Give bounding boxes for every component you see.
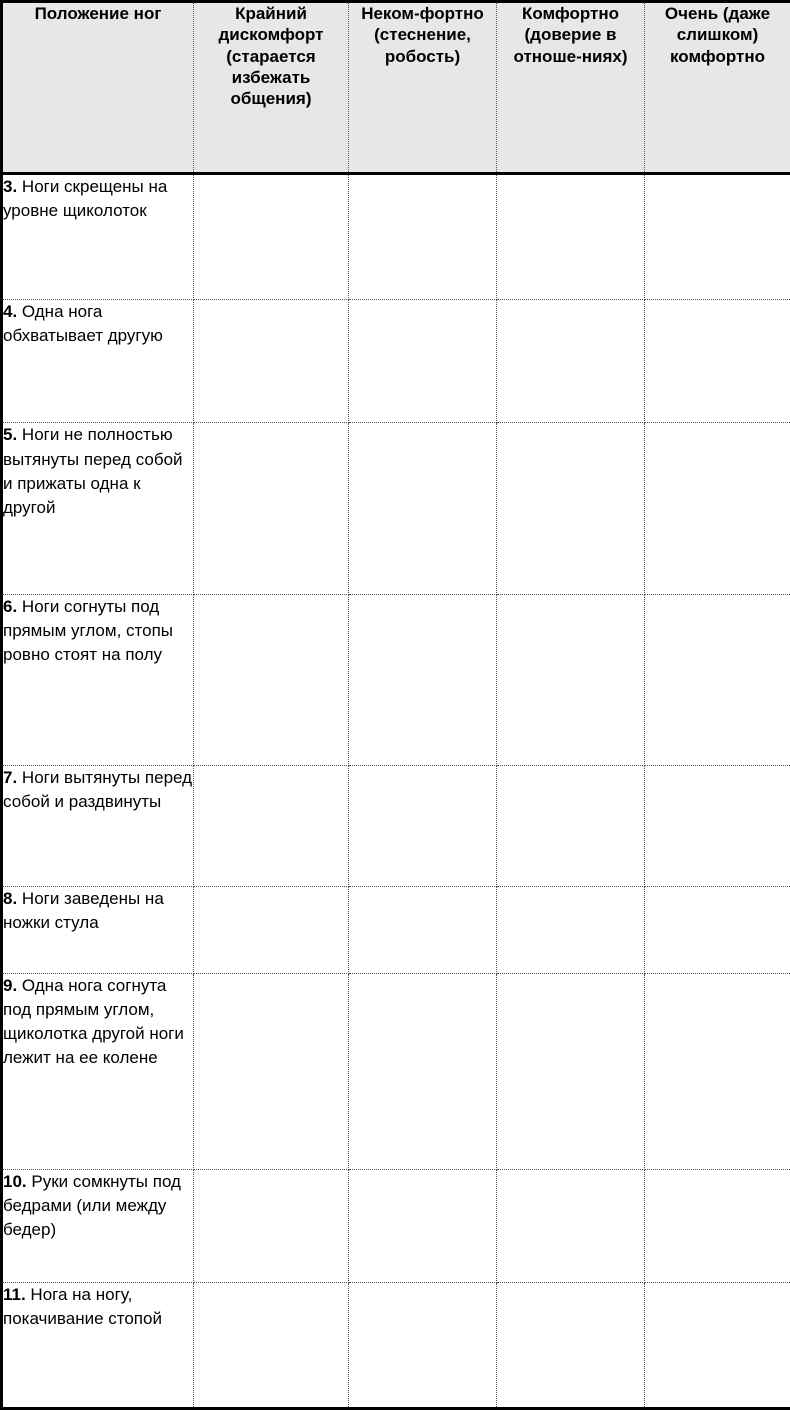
row-label-7: [2, 765, 194, 887]
cell-3-uncomfortable[interactable]: [349, 174, 497, 300]
row-text: Одна нога согнута под прямым углом, щиколотка другой ноги лежит на ее колене: [3, 975, 184, 1068]
row-text: Ноги согнуты под прямым углом, стопы ровно стоят на полу: [3, 596, 173, 664]
cell-4-comfortable[interactable]: [497, 299, 645, 423]
cell-10-extreme-discomfort[interactable]: [194, 1169, 349, 1282]
cell-9-very-comfortable[interactable]: [645, 973, 790, 1169]
cell-7-extreme-discomfort[interactable]: [194, 765, 349, 887]
cell-5-uncomfortable[interactable]: [349, 423, 497, 594]
row-label-8: [2, 887, 194, 974]
cell-3-extreme-discomfort[interactable]: [194, 174, 349, 300]
column-header-uncomfortable: Неком-фортно (стеснение, робость): [349, 2, 497, 174]
cell-8-very-comfortable[interactable]: [645, 887, 790, 974]
table-row: [2, 174, 790, 300]
row-label-9: [2, 973, 194, 1169]
table-row: [2, 594, 790, 765]
cell-9-comfortable[interactable]: [497, 973, 645, 1169]
row-label-4: [2, 299, 194, 423]
table-header-row: [2, 2, 790, 174]
cell-6-comfortable[interactable]: [497, 594, 645, 765]
table-row: [2, 423, 790, 594]
cell-11-very-comfortable[interactable]: [645, 1283, 790, 1409]
table-row: [2, 765, 790, 887]
table-header: [2, 2, 790, 174]
cell-8-uncomfortable[interactable]: [349, 887, 497, 974]
cell-11-uncomfortable[interactable]: [349, 1283, 497, 1409]
table-row: [2, 887, 790, 974]
row-text: Ноги вытянуты перед собой и раздвинуты: [3, 767, 193, 811]
cell-9-extreme-discomfort[interactable]: [194, 973, 349, 1169]
row-text: Ноги заведены на ножки стула: [3, 889, 164, 933]
cell-4-extreme-discomfort[interactable]: [194, 299, 349, 423]
column-header-comfortable: Комфортно (доверие в отноше-ниях): [497, 2, 645, 174]
cell-6-extreme-discomfort[interactable]: [194, 594, 349, 765]
cell-11-comfortable[interactable]: [497, 1283, 645, 1409]
cell-5-very-comfortable[interactable]: [645, 423, 790, 594]
cell-5-comfortable[interactable]: [497, 423, 645, 594]
cell-7-comfortable[interactable]: [497, 765, 645, 887]
table-row: [2, 1169, 790, 1282]
row-text: Ноги скрещены на уровне щиколоток: [3, 177, 168, 221]
column-header-extreme-discomfort: Крайний дискомфорт (старается избежать общения): [194, 2, 349, 174]
row-number: 7.: [3, 767, 18, 787]
column-header-very-comfortable: Очень (даже слишком) комфортно: [645, 2, 790, 174]
cell-10-uncomfortable[interactable]: [349, 1169, 497, 1282]
row-number: 11.: [3, 1285, 26, 1305]
row-label-3: [2, 174, 194, 300]
cell-8-extreme-discomfort[interactable]: [194, 887, 349, 974]
row-text: Ноги не полностью вытянуты перед собой и прижаты одна к другой: [3, 425, 183, 517]
cell-4-very-comfortable[interactable]: [645, 299, 790, 423]
cell-3-comfortable[interactable]: [497, 174, 645, 300]
cell-3-very-comfortable[interactable]: [645, 174, 790, 300]
row-label-5: [2, 423, 194, 594]
row-label-10: [2, 1169, 194, 1282]
column-header-position: Положение ног: [2, 2, 194, 174]
row-label-6: [2, 594, 194, 765]
row-number: 5.: [3, 425, 18, 445]
cell-10-very-comfortable[interactable]: [645, 1169, 790, 1282]
table-row: [2, 299, 790, 423]
row-number: 8.: [3, 889, 18, 909]
table-row: [2, 1283, 790, 1409]
cell-7-very-comfortable[interactable]: [645, 765, 790, 887]
row-text: Одна нога обхватывает другую: [3, 301, 163, 345]
row-label-11: [2, 1283, 194, 1409]
row-number: 4.: [3, 301, 18, 321]
row-text: Нога на ногу, покачивание стопой: [3, 1285, 162, 1329]
row-number: 6.: [3, 596, 18, 616]
cell-4-uncomfortable[interactable]: [349, 299, 497, 423]
row-number: 9.: [3, 975, 18, 995]
cell-8-comfortable[interactable]: [497, 887, 645, 974]
row-number: 3.: [3, 177, 18, 196]
cell-5-extreme-discomfort[interactable]: [194, 423, 349, 594]
cell-9-uncomfortable[interactable]: [349, 973, 497, 1169]
cell-7-uncomfortable[interactable]: [349, 765, 497, 887]
cell-6-uncomfortable[interactable]: [349, 594, 497, 765]
table-body: [2, 174, 790, 1409]
cell-11-extreme-discomfort[interactable]: [194, 1283, 349, 1409]
row-text: Руки сомкнуты под бедрами (или между бедер): [3, 1171, 181, 1240]
row-number: 10.: [3, 1171, 27, 1191]
cell-10-comfortable[interactable]: [497, 1169, 645, 1282]
table-row: [2, 973, 790, 1169]
cell-6-very-comfortable[interactable]: [645, 594, 790, 765]
